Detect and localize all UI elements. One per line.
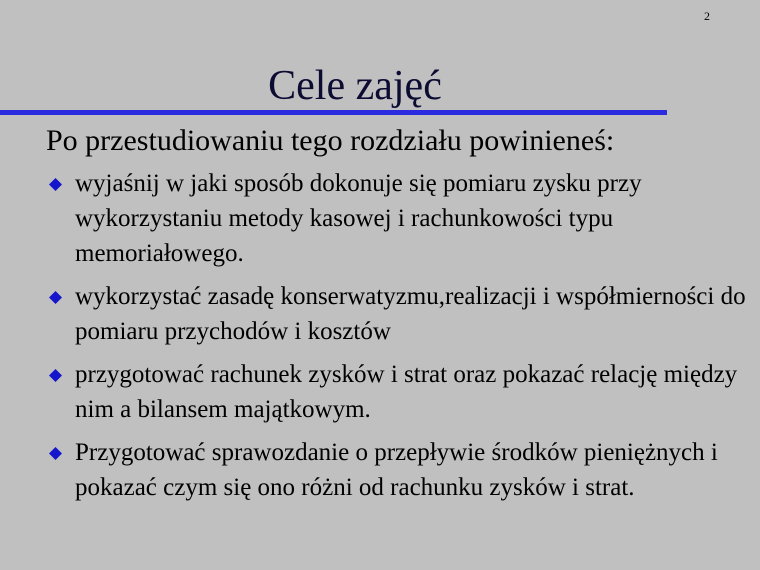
slide-title: Cele zajęć [268, 63, 442, 109]
list-item [46, 357, 746, 427]
diamond-bullet-icon [49, 291, 62, 304]
bullet-text: wyjaśnij w jaki sposób dokonuje się pomiaru zysku przy wykorzystaniu metody kasowej i rachunkowości typu memoriałowego. [75, 170, 642, 267]
bullet-text: wykorzystać zasadę konserwatyzmu,realizacji i współmierności do pomiaru przychodów i kosztów [75, 283, 746, 345]
diamond-bullet-icon [49, 369, 62, 382]
page-number: 2 [704, 9, 710, 23]
title-underline [0, 110, 667, 115]
list-item [46, 166, 746, 271]
diamond-bullet-icon [49, 178, 62, 191]
diamond-bullet-icon [49, 447, 62, 460]
bullet-list [46, 166, 746, 513]
bullet-text: przygotować rachunek zysków i strat oraz pokazać relację między nim a bilansem majątkowym. [75, 361, 738, 423]
list-item [46, 435, 746, 505]
list-item [46, 279, 746, 349]
intro-text: Po przestudiowaniu tego rozdziału powinieneś: [46, 124, 615, 157]
bullet-text: Przygotować sprawozdanie o przepływie środków pieniężnych i pokazać czym się ono różni od rachunku zysków i strat. [75, 439, 718, 501]
